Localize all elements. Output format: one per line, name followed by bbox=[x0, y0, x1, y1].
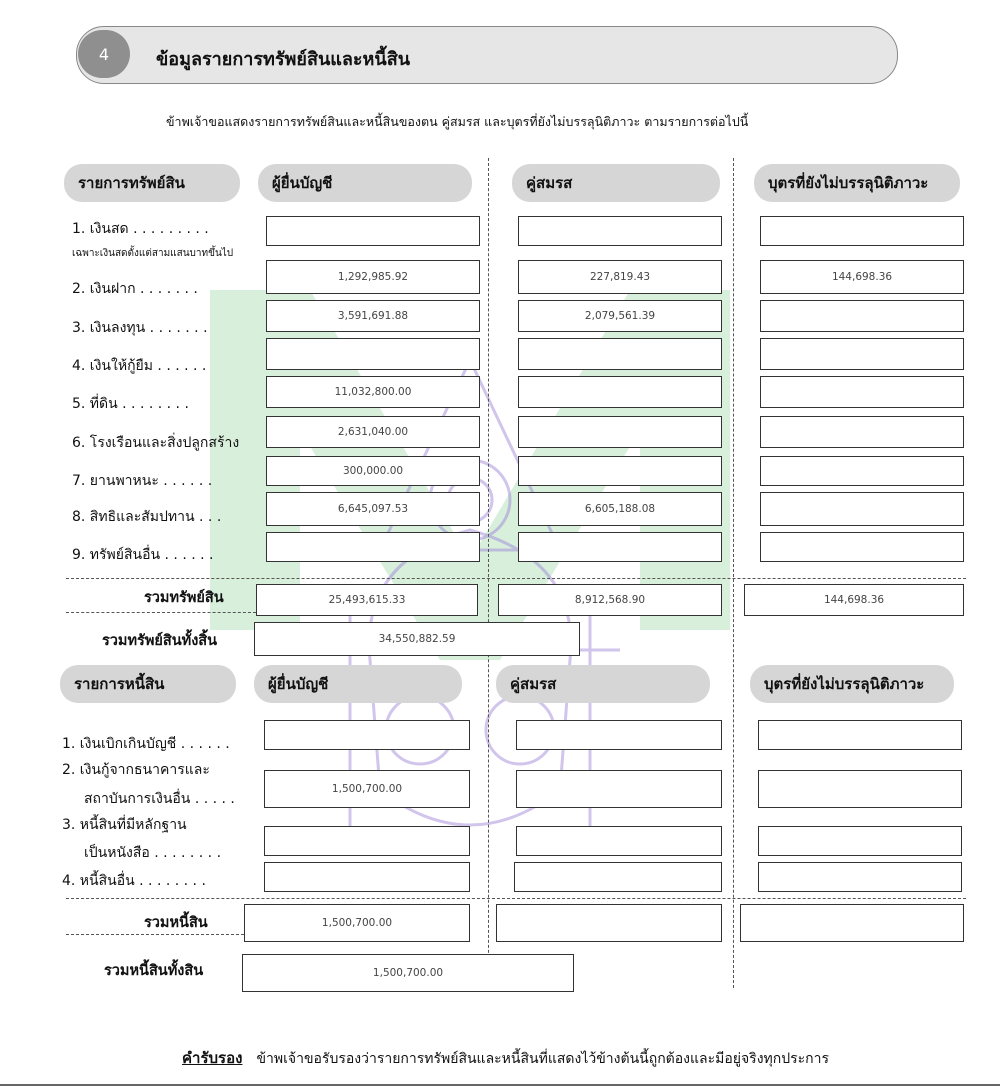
asset-deposit-spouse: 227,819.43 bbox=[518, 260, 722, 294]
liability-other-spouse bbox=[514, 862, 722, 892]
column-divider bbox=[733, 158, 734, 988]
assets-total-label: รวมทรัพย์สิน bbox=[144, 590, 224, 606]
asset-land-child bbox=[760, 376, 964, 408]
assets-total-declarant: 25,493,615.33 bbox=[256, 584, 478, 616]
liabilities-grand-total-label: รวมหนี้สินทั้งสิน bbox=[104, 963, 204, 979]
asset-investment-child bbox=[760, 300, 964, 332]
asset-buildings-spouse bbox=[518, 416, 722, 448]
liabilities-grand-total: 1,500,700.00 bbox=[242, 954, 574, 992]
liability-documented-child bbox=[758, 826, 962, 856]
asset-loans-child bbox=[760, 338, 964, 370]
asset-rights-child bbox=[760, 492, 964, 526]
assets-total-child: 144,698.36 bbox=[744, 584, 964, 616]
asset-land-spouse bbox=[518, 376, 722, 408]
asset-buildings-child bbox=[760, 416, 964, 448]
asset-other-spouse bbox=[518, 532, 722, 562]
asset-label-other: 9. ทรัพย์สินอื่น . . . . . . bbox=[72, 547, 214, 563]
asset-rights-spouse: 6,605,188.08 bbox=[518, 492, 722, 526]
asset-label-buildings: 6. โรงเรือนและสิ่งปลูกสร้าง bbox=[72, 435, 240, 451]
asset-investment-spouse: 2,079,561.39 bbox=[518, 300, 722, 332]
liability-overdraft-spouse bbox=[516, 720, 722, 750]
section-number-badge: 4 bbox=[78, 30, 130, 78]
asset-vehicles-spouse bbox=[518, 456, 722, 486]
asset-label-cash: 1. เงินสด . . . . . . . . . bbox=[72, 221, 209, 237]
assets-grand-total: 34,550,882.59 bbox=[254, 622, 580, 656]
footer-rule bbox=[0, 1084, 1000, 1086]
separator-dashed bbox=[66, 898, 966, 899]
liability-documented-spouse bbox=[516, 826, 722, 856]
certification-line bbox=[182, 1046, 829, 1070]
liability-label-bank-loans-line1: 2. เงินกู้จากธนาคารและ bbox=[62, 762, 210, 778]
liabilities-declarant-header: ผู้ยื่นบัญชี bbox=[254, 665, 462, 703]
separator-dashed bbox=[66, 578, 966, 579]
asset-vehicles-child bbox=[760, 456, 964, 486]
liability-overdraft-child bbox=[758, 720, 962, 750]
liability-label-documented-line2: เป็นหนังสือ . . . . . . . . bbox=[84, 845, 222, 861]
asset-label-rights: 8. สิทธิและสัมปทาน . . . bbox=[72, 509, 222, 525]
asset-investment-declarant: 3,591,691.88 bbox=[266, 300, 480, 332]
asset-deposit-child: 144,698.36 bbox=[760, 260, 964, 294]
liability-label-documented-line1: 3. หนี้สินที่มีหลักฐาน bbox=[62, 817, 187, 833]
asset-label-vehicles: 7. ยานพาหนะ . . . . . . bbox=[72, 473, 213, 489]
asset-loans-spouse bbox=[518, 338, 722, 370]
liabilities-total-spouse bbox=[496, 904, 722, 942]
asset-deposit-declarant: 1,292,985.92 bbox=[266, 260, 480, 294]
asset-loans-declarant bbox=[266, 338, 480, 370]
asset-land-declarant: 11,032,800.00 bbox=[266, 376, 480, 408]
liabilities-total-child bbox=[740, 904, 964, 942]
liabilities-category-header: รายการหนี้สิน bbox=[60, 665, 236, 703]
assets-child-header: บุตรที่ยังไม่บรรลุนิติภาวะ bbox=[754, 164, 960, 202]
liability-bank-loans-declarant: 1,500,700.00 bbox=[264, 770, 470, 808]
liability-overdraft-declarant bbox=[264, 720, 470, 750]
assets-declarant-header: ผู้ยื่นบัญชี bbox=[258, 164, 472, 202]
asset-cash-child bbox=[760, 216, 964, 246]
asset-label-loans: 4. เงินให้กู้ยืม . . . . . . bbox=[72, 358, 207, 374]
liability-label-overdraft: 1. เงินเบิกเกินบัญชี . . . . . . bbox=[62, 736, 230, 752]
liability-other-child bbox=[758, 862, 962, 892]
liability-bank-loans-child bbox=[758, 770, 962, 808]
liabilities-spouse-header: คู่สมรส bbox=[496, 665, 710, 703]
separator-dashed bbox=[66, 934, 244, 935]
assets-category-header: รายการทรัพย์สิน bbox=[64, 164, 240, 202]
liability-documented-declarant bbox=[264, 826, 470, 856]
liability-label-bank-loans-line2: สถาบันการเงินอื่น . . . . . bbox=[84, 791, 235, 807]
intro-text: ข้าพเจ้าขอแสดงรายการทรัพย์สินและหนี้สินของตน คู่สมรส และบุตรที่ยังไม่บรรลุนิติภาวะ ตามรายการต่อไปนี้ bbox=[166, 114, 749, 129]
certification-text: ข้าพเจ้าขอรับรองว่ารายการทรัพย์สินและหนี้สินที่แสดงไว้ข้างต้นนี้ถูกต้องและมีอยู่จริงทุกประการ bbox=[256, 1051, 830, 1067]
asset-vehicles-declarant: 300,000.00 bbox=[266, 456, 480, 486]
liabilities-child-header: บุตรที่ยังไม่บรรลุนิติภาวะ bbox=[750, 665, 954, 703]
assets-grand-total-label: รวมทรัพย์สินทั้งสิ้น bbox=[102, 633, 218, 649]
assets-spouse-header: คู่สมรส bbox=[512, 164, 720, 202]
asset-other-declarant bbox=[266, 532, 480, 562]
assets-total-spouse: 8,912,568.90 bbox=[498, 584, 722, 616]
asset-cash-declarant bbox=[266, 216, 480, 246]
asset-label-land: 5. ที่ดิน . . . . . . . . bbox=[72, 396, 189, 412]
asset-rights-declarant: 6,645,097.53 bbox=[266, 492, 480, 526]
column-divider bbox=[488, 158, 489, 988]
cash-note: เฉพาะเงินสดตั้งแต่สามแสนบาทขึ้นไป bbox=[72, 248, 234, 259]
liabilities-total-label: รวมหนี้สิน bbox=[144, 915, 208, 931]
liability-other-declarant bbox=[264, 862, 470, 892]
separator-dashed bbox=[66, 612, 256, 613]
asset-label-deposit: 2. เงินฝาก . . . . . . . bbox=[72, 281, 198, 297]
asset-cash-spouse bbox=[518, 216, 722, 246]
liability-label-other: 4. หนี้สินอื่น . . . . . . . . bbox=[62, 873, 206, 889]
liability-bank-loans-spouse bbox=[516, 770, 722, 808]
liabilities-total-declarant: 1,500,700.00 bbox=[244, 904, 470, 942]
asset-label-investment: 3. เงินลงทุน . . . . . . . bbox=[72, 320, 208, 336]
asset-buildings-declarant: 2,631,040.00 bbox=[266, 416, 480, 448]
asset-other-child bbox=[760, 532, 964, 562]
certification-title: คำรับรอง bbox=[182, 1049, 243, 1067]
section-title: ข้อมูลรายการทรัพย์สินและหนี้สิน bbox=[156, 49, 411, 70]
